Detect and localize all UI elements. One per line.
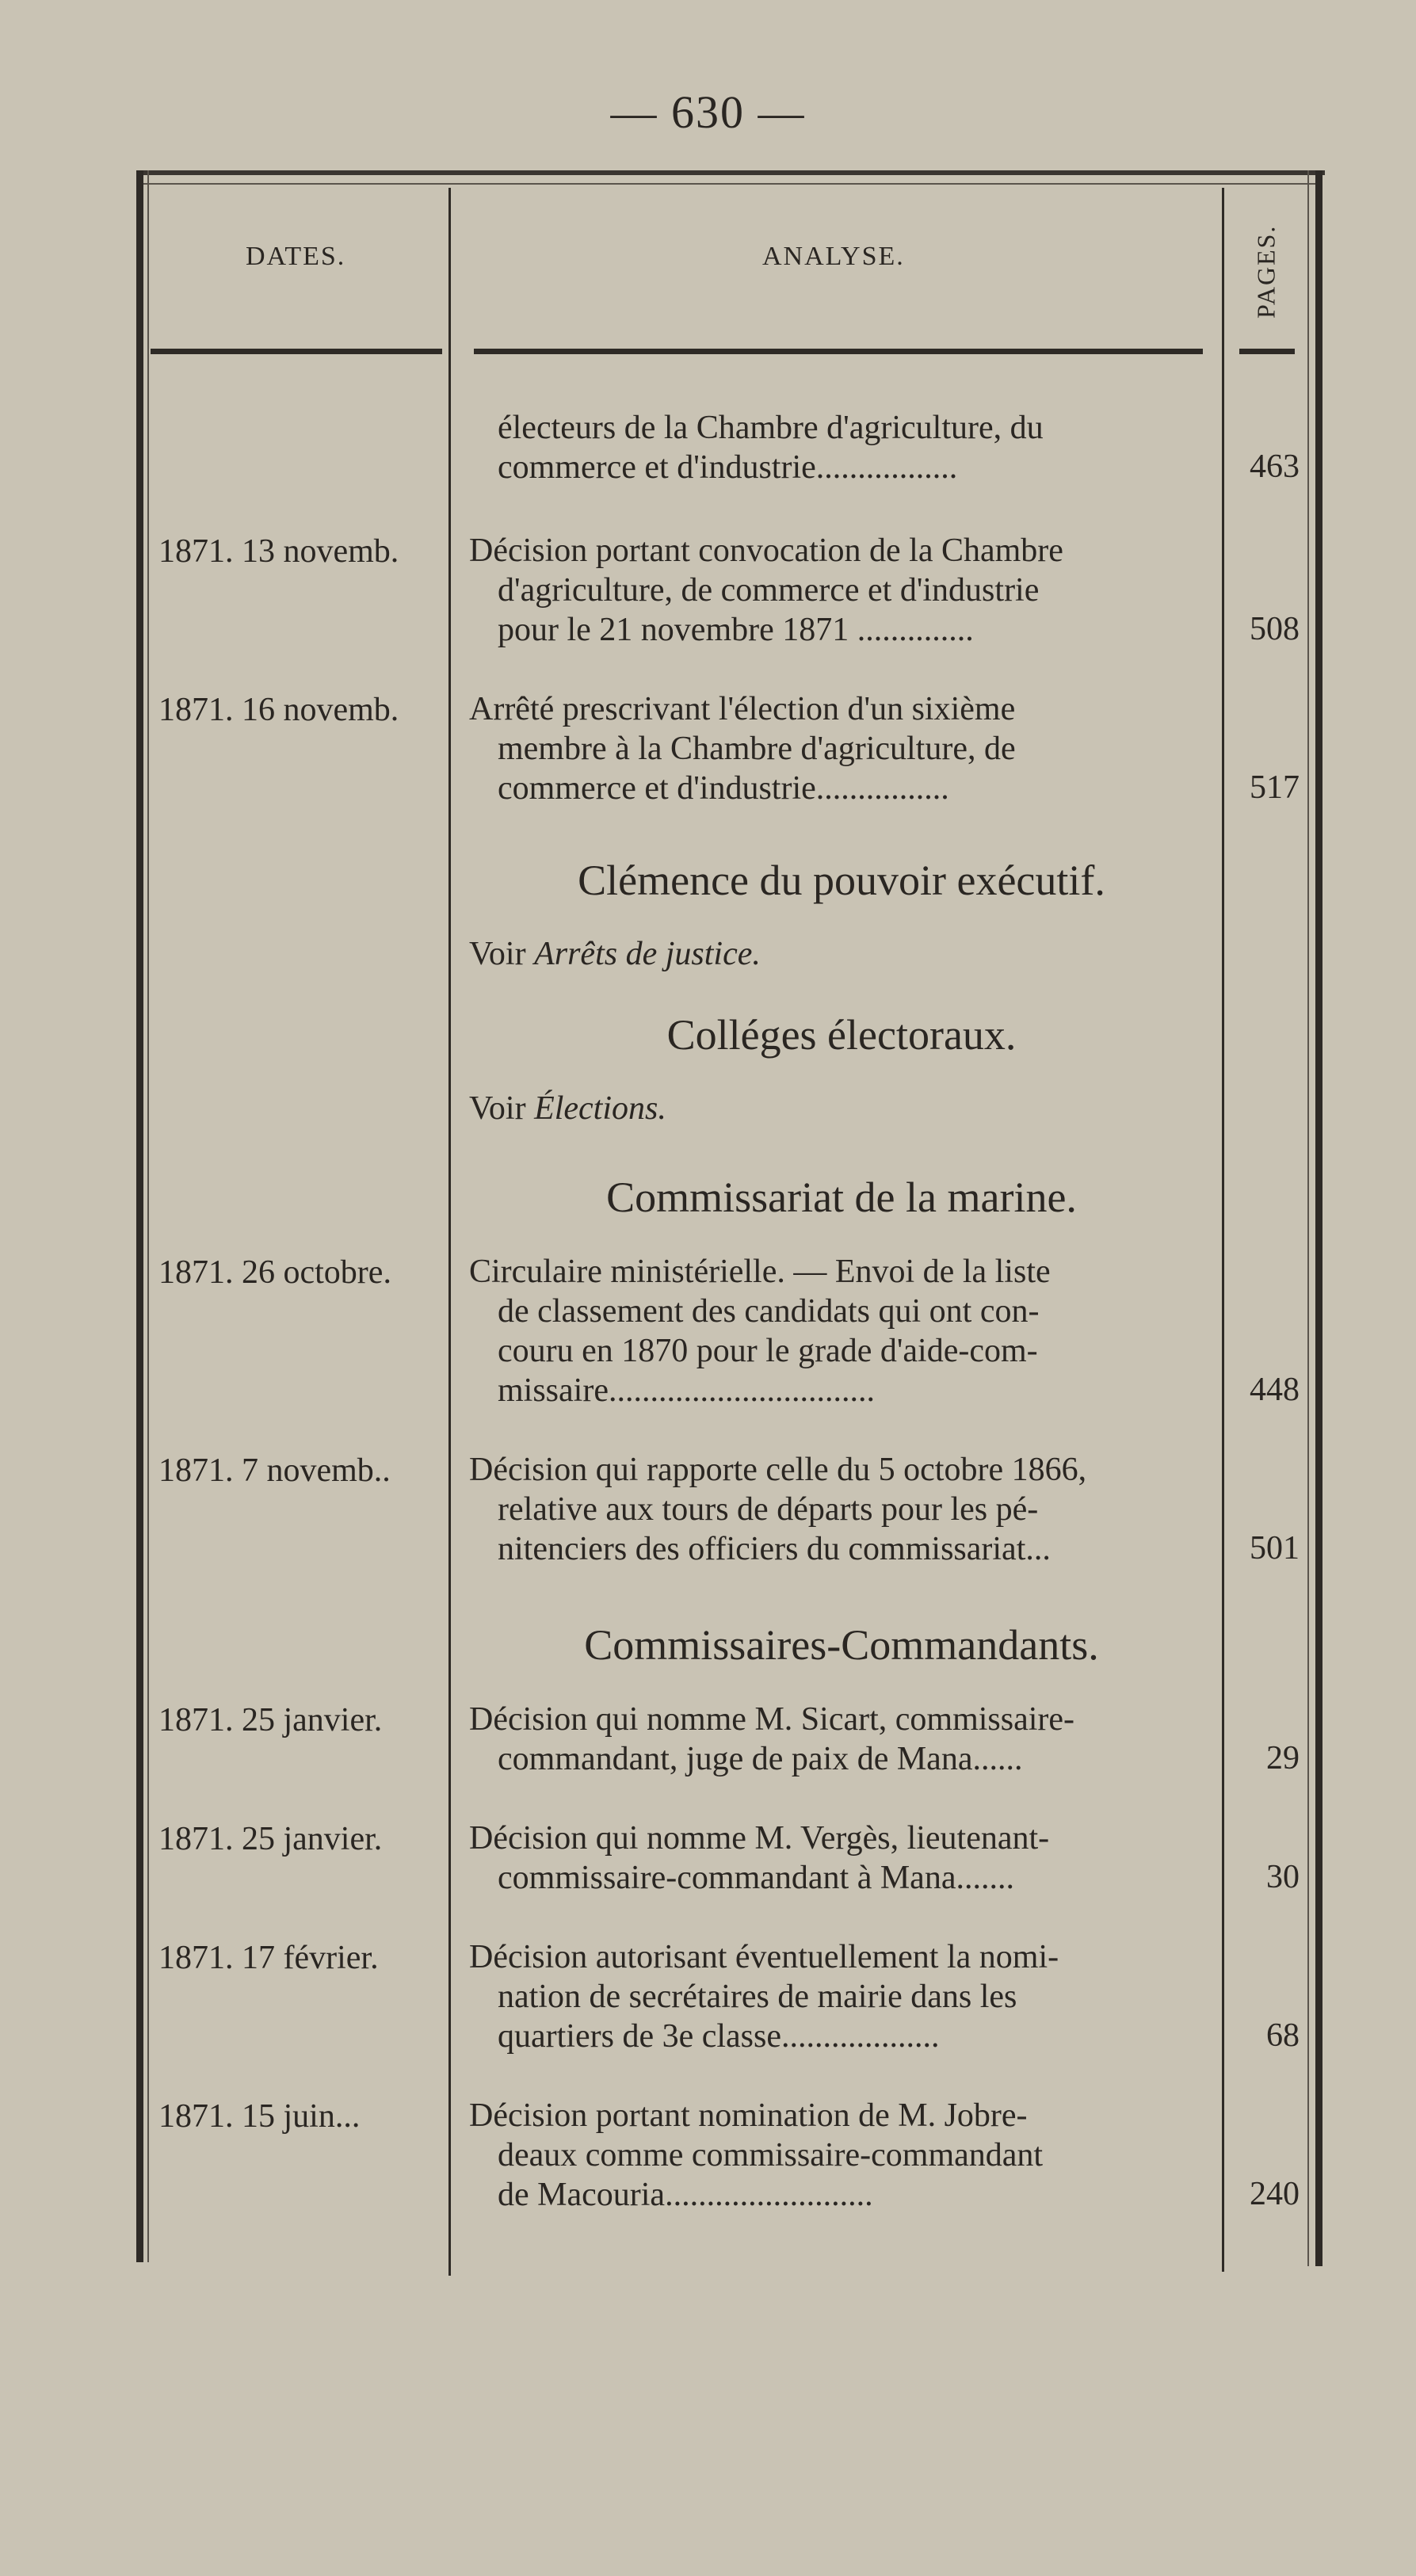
entry-line: nitenciers des officiers du commissariat...	[498, 1531, 1051, 1567]
entry-page: 517	[1250, 769, 1300, 806]
see-target: Élections.	[534, 1090, 666, 1127]
see-prefix: Voir	[469, 1090, 526, 1127]
entry-text	[469, 1700, 1214, 1779]
entry-date: 1871. 17 février.	[158, 1940, 379, 1976]
top-rule-thin	[143, 183, 1315, 185]
entry-text	[469, 1818, 1214, 1898]
entry-page: 29	[1266, 1740, 1300, 1776]
see-target: Arrêts de justice.	[534, 936, 761, 972]
header-dates: DATES.	[246, 242, 346, 271]
entry-line: commissaire-commandant à Mana.......	[498, 1860, 1014, 1896]
entry-line: Décision portant convocation de la Chambre	[469, 532, 1063, 569]
entry-page: 463	[1250, 448, 1300, 485]
entry-text	[469, 531, 1214, 650]
header-underline-analyse	[474, 349, 1203, 354]
page-number: — 630 —	[610, 86, 806, 138]
section-heading: Clémence du pouvoir exécutif.	[578, 857, 1105, 904]
entry-line: Circulaire ministérielle. — Envoi de la liste	[469, 1254, 1051, 1290]
entry-text	[469, 2096, 1214, 2215]
entry-page: 30	[1266, 1859, 1300, 1895]
entry-date: 1871. 15 juin...	[158, 2098, 361, 2135]
header-underline-pages	[1239, 349, 1295, 354]
entry-line: commerce et d'industrie.................	[498, 449, 958, 486]
entry-line: Décision portant nomination de M. Jobre-	[469, 2097, 1028, 2134]
entry-line: électeurs de la Chambre d'agriculture, du	[498, 410, 1044, 446]
entry-page: 240	[1250, 2176, 1300, 2212]
left-border-thin	[147, 170, 149, 2262]
entry-text	[469, 689, 1214, 808]
entry-date: 1871. 25 janvier.	[158, 1821, 383, 1857]
entry-date: 1871. 7 novemb..	[158, 1452, 391, 1489]
entry-line: Décision autorisant éventuellement la nomi-	[469, 1939, 1059, 1975]
see-reference	[469, 935, 761, 973]
entry-line: deaux comme commissaire-commandant	[498, 2137, 1044, 2173]
entry-date: 1871. 16 novemb.	[158, 692, 399, 728]
see-prefix: Voir	[469, 936, 526, 972]
entry-line: Arrêté prescrivant l'élection d'un sixième	[469, 691, 1016, 727]
right-border-thin	[1307, 170, 1309, 2266]
entry-line: d'agriculture, de commerce et d'industrie	[498, 572, 1040, 609]
section-heading: Commissariat de la marine.	[606, 1174, 1077, 1221]
header-underline-dates	[151, 349, 442, 354]
entry-date: 1871. 13 novemb.	[158, 533, 399, 570]
entry-line: relative aux tours de départs pour les pé-	[498, 1491, 1039, 1528]
index-table	[136, 170, 1325, 2270]
entry-page: 68	[1266, 2017, 1300, 2054]
entry-text	[469, 408, 1214, 487]
entry-date: 1871. 26 octobre.	[158, 1254, 391, 1291]
entry-line: de classement des candidats qui ont con-	[498, 1293, 1040, 1330]
entry-line: pour le 21 novembre 1871 ..............	[498, 612, 974, 648]
column-divider-dates	[448, 188, 451, 2276]
entry-page: 448	[1250, 1372, 1300, 1408]
entry-page: 508	[1250, 611, 1300, 647]
entry-line: commerce et d'industrie................	[498, 770, 949, 807]
header-analyse: ANALYSE.	[762, 242, 905, 271]
top-rule	[136, 170, 1325, 175]
entry-line: commandant, juge de paix de Mana......	[498, 1741, 1023, 1777]
entry-text	[469, 1252, 1214, 1410]
entry-line: Décision qui nomme M. Vergès, lieutenant-	[469, 1820, 1050, 1857]
column-divider-pages	[1222, 188, 1224, 2272]
entry-line: Décision qui nomme M. Sicart, commissaire-	[469, 1701, 1075, 1738]
section-heading: Colléges électoraux.	[666, 1011, 1017, 1059]
entry-line: nation de secrétaires de mairie dans les	[498, 1979, 1017, 2015]
left-border	[136, 170, 143, 2262]
header-pages: PAGES.	[1251, 224, 1281, 319]
entry-line: membre à la Chambre d'agriculture, de	[498, 731, 1016, 767]
section-heading: Commissaires-Commandants.	[584, 1621, 1099, 1669]
entry-line: Décision qui rapporte celle du 5 octobre 1866,	[469, 1452, 1087, 1488]
entry-line: couru en 1870 pour le grade d'aide-com-	[498, 1333, 1038, 1369]
entry-page: 501	[1250, 1530, 1300, 1567]
entry-line: quartiers de 3e classe...................	[498, 2018, 940, 2055]
entry-date: 1871. 25 janvier.	[158, 1702, 383, 1738]
right-border	[1315, 170, 1322, 2266]
see-reference	[469, 1090, 666, 1128]
entry-text	[469, 1450, 1214, 1569]
entry-line: de Macouria.........................	[498, 2177, 873, 2213]
entry-line: missaire................................	[498, 1372, 875, 1409]
entry-text	[469, 1937, 1214, 2056]
